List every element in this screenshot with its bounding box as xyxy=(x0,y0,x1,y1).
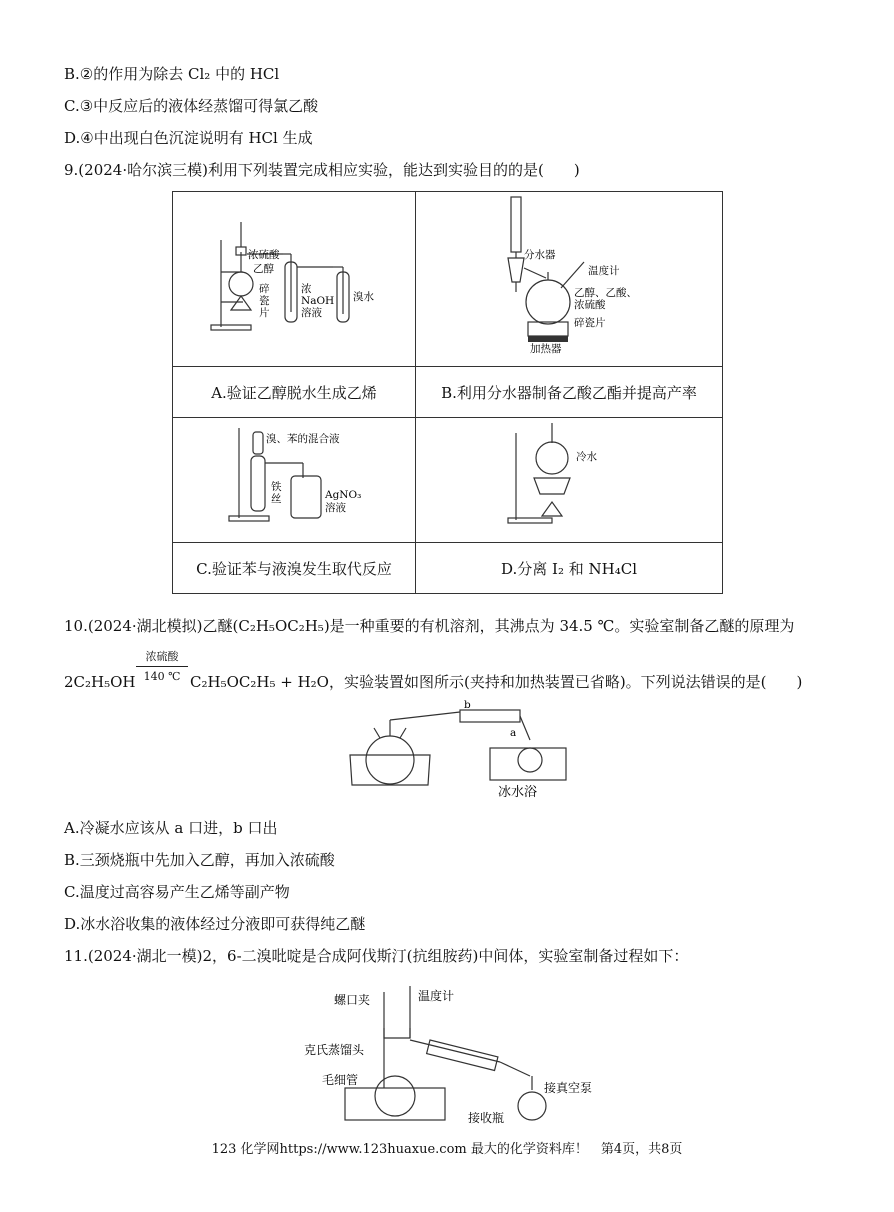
q10-figure xyxy=(340,700,570,810)
q10-fig-label-ice-bath: 冰水浴 xyxy=(498,785,538,800)
b-label-1: 温度计 xyxy=(588,265,620,277)
apparatus-c-diagram xyxy=(173,418,415,538)
b-label-3: 浓硫酸 xyxy=(574,299,606,311)
q10-option-c: C.温度过高容易产生乙烯等副产物 xyxy=(64,883,290,901)
q10-eq-left: 2C₂H₅OH xyxy=(64,673,136,691)
q9-stem: 9.(2024·哈尔滨三模)利用下列装置完成相应实验，能达到实验目的的是( ) xyxy=(64,161,580,179)
q11-label-thermometer: 温度计 xyxy=(418,989,455,1003)
q9-caption-c: C.验证苯与液溴发生取代反应 xyxy=(173,543,416,594)
a-label-4: 片 xyxy=(259,307,270,319)
q10-fig-label-b: b xyxy=(464,700,471,711)
q10-fig-label-a: a xyxy=(510,727,517,739)
q10-option-b: B.三颈烧瓶中先加入乙醇，再加入浓硫酸 xyxy=(64,851,335,869)
q9-apparatus-table xyxy=(172,191,723,594)
q9-caption-b: B.利用分水器制备乙酸乙酯并提高产率 xyxy=(416,367,723,418)
q11-label-receiver: 接收瓶 xyxy=(468,1111,505,1125)
c-label-0: 溴、苯的混合液 xyxy=(266,433,340,445)
q11-stem: 11.(2024·湖北一模)2，6-二溴吡啶是合成阿伐斯汀(抗组胺药)中间体，实验室制备过程如下： xyxy=(64,947,689,965)
q11-label-capillary: 毛细管 xyxy=(322,1073,359,1087)
q9-caption-a: A.验证乙醇脱水生成乙烯 xyxy=(173,367,416,418)
a-label-2: 碎 xyxy=(259,283,270,295)
c-label-1: 铁 xyxy=(271,481,282,493)
q11-label-claisen-head: 克氏蒸馏头 xyxy=(304,1043,365,1057)
c-label-3: AgNO₃ xyxy=(325,489,362,501)
q9-figure-c xyxy=(173,418,416,543)
q10-eq-right: C₂H₅OC₂H₅ + H₂O，实验装置如图所示(夹持和加热装置已省略)。下列说法错误的是( ) xyxy=(190,673,803,691)
a-label-8: 溴水 xyxy=(353,291,374,303)
q8-option-b: B.②的作用为除去 Cl₂ 中的 HCl xyxy=(64,65,280,83)
q11-label-screw-clamp: 螺口夹 xyxy=(334,993,371,1007)
a-label-5: 浓 xyxy=(301,283,312,295)
a-label-0: 浓硫酸 xyxy=(248,249,280,261)
q8-option-c: C.③中反应后的液体经蒸馏可得氯乙酸 xyxy=(64,97,319,115)
q10-stem: 10.(2024·湖北模拟)乙醚(C₂H₅OC₂H₅)是一种重要的有机溶剂，其沸点为 34.5 ℃。实验室制备乙醚的原理为 xyxy=(64,617,795,635)
c-label-2: 丝 xyxy=(271,493,282,505)
apparatus-b-diagram xyxy=(416,192,722,362)
q10-option-a: A.冷凝水应该从 a 口进，b 口出 xyxy=(64,819,278,837)
b-label-5: 加热器 xyxy=(530,343,562,355)
q11-label-vacuum: 接真空泵 xyxy=(544,1081,593,1095)
a-label-7: 溶液 xyxy=(301,307,322,319)
a-label-3: 瓷 xyxy=(259,295,270,307)
q10-option-d: D.冰水浴收集的液体经过分液即可获得纯乙醚 xyxy=(64,915,366,933)
b-label-2: 乙醇、乙酸、 xyxy=(574,287,637,299)
c-label-4: 溶液 xyxy=(325,502,346,514)
q8-option-d: D.④中出现白色沉淀说明有 HCl 生成 xyxy=(64,129,313,147)
q9-caption-d: D.分离 I₂ 和 NH₄Cl xyxy=(416,543,723,594)
q10-eq-condition-top: 浓硫酸 xyxy=(145,650,179,663)
heater-base xyxy=(528,336,568,342)
d-label-0: 冷水 xyxy=(576,451,597,463)
q9-figure-b xyxy=(416,192,723,367)
q10-eq-condition-bottom: 140 ℃ xyxy=(143,670,181,683)
b-label-4: 碎瓷片 xyxy=(574,317,606,329)
q10-eq-arrow xyxy=(136,666,188,667)
b-label-0: 分水器 xyxy=(524,249,556,261)
a-label-1: 乙醇 xyxy=(253,263,274,275)
q9-figure-d xyxy=(416,418,723,543)
page-footer: 123 化学网https://www.123huaxue.com 最大的化学资料库！ 第4页，共8页 xyxy=(211,1142,683,1157)
apparatus-a-diagram xyxy=(173,192,415,362)
q11-figure xyxy=(300,978,640,1128)
apparatus-d-diagram xyxy=(416,418,722,538)
a-label-6: NaOH xyxy=(301,295,335,307)
q9-figure-a xyxy=(173,192,416,367)
